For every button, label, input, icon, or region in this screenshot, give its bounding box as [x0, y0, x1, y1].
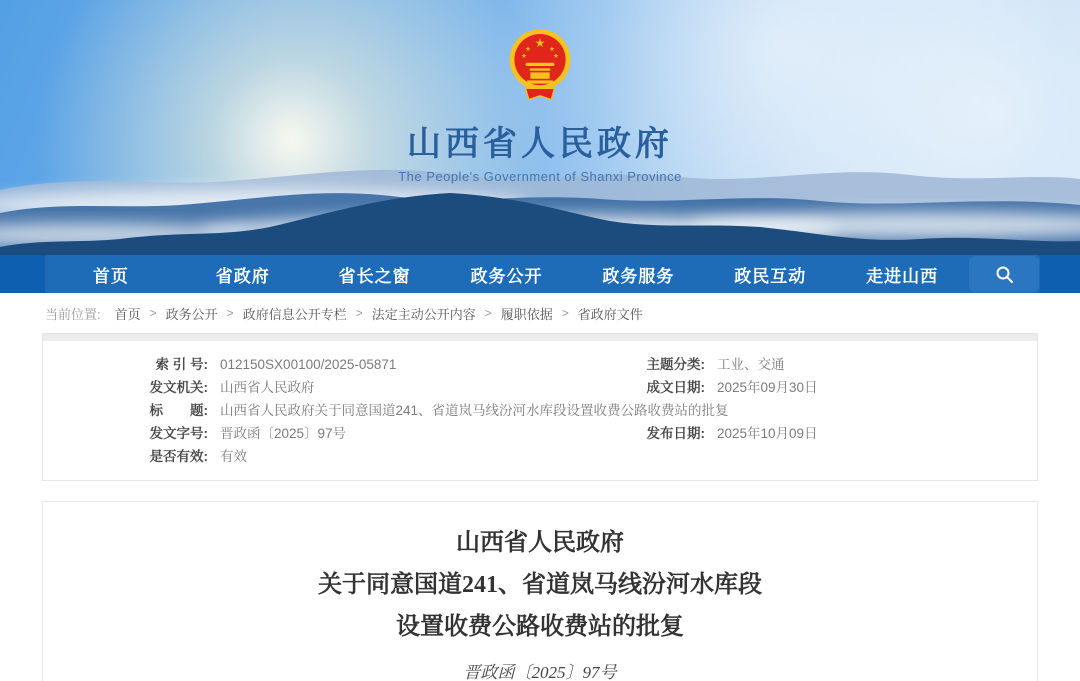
- breadcrumb-item-statutory-disclosure[interactable]: 法定主动公开内容: [371, 306, 476, 322]
- nav-item-provincial-government[interactable]: 省政府: [215, 266, 270, 286]
- meta-label-issuing-agency: 发文机关:: [149, 380, 208, 395]
- svg-text:★: ★: [525, 45, 531, 53]
- meta-row: [43, 422, 1037, 445]
- nav-item-public-interaction[interactable]: 政民互动: [734, 266, 807, 286]
- meta-value-written-date: 2025年09月30日: [717, 380, 818, 395]
- meta-value-publish-date: 2025年10月09日: [717, 426, 818, 441]
- meta-label-publish-date: 发布日期:: [646, 426, 705, 441]
- document-title-line-3: 设置收费公路收费站的批复: [396, 614, 684, 640]
- meta-panel-topbar: [43, 334, 1037, 341]
- document-content-panel: [42, 501, 1038, 681]
- meta-label-document-number: 发文字号:: [149, 426, 208, 441]
- meta-value-topic-category: 工业、交通: [717, 357, 785, 372]
- nav-menu: [45, 255, 1040, 293]
- meta-label-title: 标 题:: [149, 403, 208, 418]
- meta-row: [43, 399, 1037, 422]
- nav-item-discover-shanxi[interactable]: 走进山西: [866, 266, 939, 286]
- breadcrumb-item-gov-affairs[interactable]: 政务公开: [165, 306, 218, 322]
- breadcrumb-separator: >: [355, 306, 363, 320]
- meta-label-index-number: 索 引 号:: [155, 357, 208, 372]
- document-meta-panel: [42, 333, 1038, 481]
- svg-text:★: ★: [553, 53, 559, 60]
- breadcrumb-label: 当前位置:: [45, 306, 101, 322]
- breadcrumb-item-provincial-documents[interactable]: 省政府文件: [577, 306, 643, 322]
- nav-item-home[interactable]: 首页: [92, 266, 129, 286]
- national-emblem-icon: [508, 18, 572, 114]
- main-navbar: [0, 255, 1080, 293]
- svg-text:★: ★: [534, 35, 546, 50]
- breadcrumb-separator: >: [484, 306, 492, 320]
- meta-value-document-number: 晋政函〔2025〕97号: [220, 426, 347, 441]
- document-title-line-1: 山西省人民政府: [456, 530, 624, 556]
- breadcrumb-separator: >: [149, 306, 157, 320]
- meta-label-validity: 是否有效:: [149, 449, 208, 464]
- meta-value-validity: 有效: [220, 449, 247, 464]
- meta-value-title: 山西省人民政府关于同意国道241、省道岚马线汾河水库段设置收费公路收费站的批复: [220, 403, 729, 418]
- breadcrumb-item-home[interactable]: 首页: [114, 306, 141, 322]
- meta-row: [43, 445, 1037, 468]
- nav-item-government-services[interactable]: 政务服务: [602, 266, 675, 286]
- document-number: 晋政函〔2025〕97号: [463, 663, 617, 681]
- breadcrumb: [45, 293, 1080, 333]
- breadcrumb-separator: >: [561, 306, 569, 320]
- meta-value-issuing-agency: 山西省人民政府: [220, 380, 315, 395]
- nav-item-government-affairs[interactable]: 政务公开: [470, 266, 543, 286]
- meta-row: [43, 376, 1037, 399]
- meta-label-written-date: 成文日期:: [646, 380, 705, 395]
- svg-text:★: ★: [521, 53, 527, 60]
- meta-label-topic-category: 主题分类:: [646, 357, 705, 372]
- meta-row: [43, 353, 1037, 376]
- meta-value-index-number: 012150SX00100/2025-05871: [220, 357, 397, 372]
- nav-item-governor-window[interactable]: 省长之窗: [338, 266, 411, 286]
- site-header: [0, 0, 1080, 255]
- svg-text:★: ★: [549, 45, 555, 53]
- breadcrumb-separator: >: [226, 306, 234, 320]
- breadcrumb-item-info-disclosure[interactable]: 政府信息公开专栏: [242, 306, 347, 322]
- search-button[interactable]: [969, 256, 1039, 292]
- site-title: 山西省人民政府: [407, 125, 673, 163]
- breadcrumb-item-duty-basis[interactable]: 履职依据: [500, 306, 553, 322]
- site-subtitle: The People's Government of Shanxi Province: [398, 169, 682, 184]
- search-icon: [995, 265, 1014, 284]
- site-brand: [0, 18, 1080, 184]
- document-title-line-2: 关于同意国道241、省道岚马线汾河水库段: [318, 572, 762, 598]
